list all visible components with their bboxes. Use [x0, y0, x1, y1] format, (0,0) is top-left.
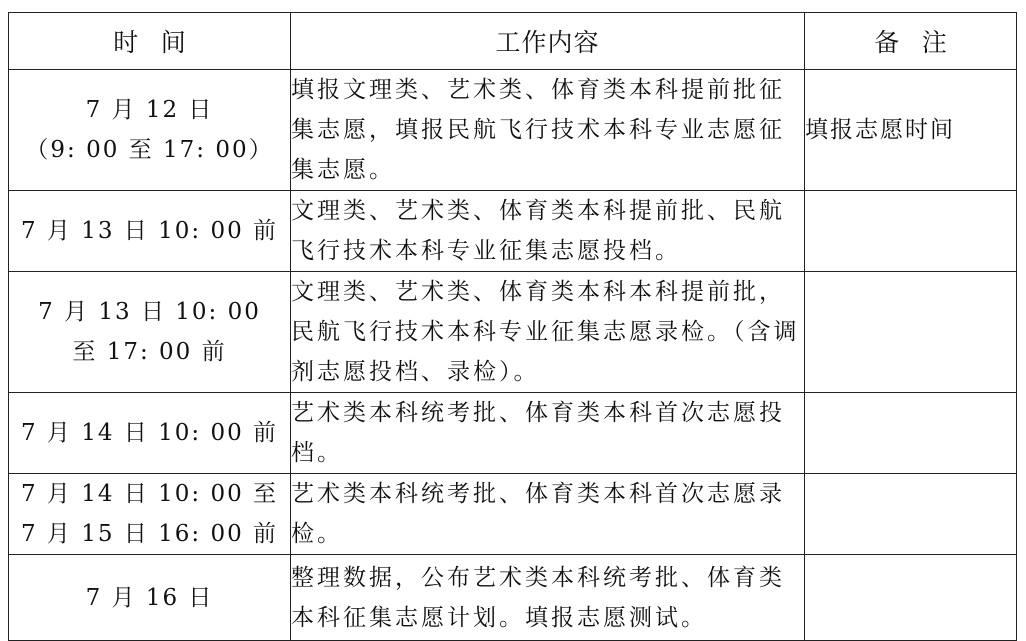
time-line: 7 月 13 日 10: 00 前 — [20, 218, 279, 244]
note-cell — [805, 474, 1017, 555]
note-cell — [805, 272, 1017, 393]
work-content-cell: 文理类、艺术类、体育类本科本科提前批，民航飞行技术本科专业征集志愿录检。（含调剂志愿投档、录检）。 — [291, 272, 805, 393]
time-line: 7 月 16 日 — [85, 584, 214, 611]
time-cell — [9, 191, 291, 272]
header-note: 备注 — [805, 13, 1017, 70]
time-cell — [9, 393, 291, 474]
note-cell: 填报志愿时间 — [805, 70, 1017, 191]
work-content-cell: 填报文理类、艺术类、体育类本科提前批征集志愿，填报民航飞行技术本科专业志愿征集志愿。 — [291, 70, 805, 191]
table-row — [9, 191, 1017, 272]
table-row — [9, 555, 1017, 641]
work-content-cell: 艺术类本科统考批、体育类本科首次志愿录检。 — [291, 474, 805, 555]
header-work-content: 工作内容 — [291, 13, 805, 70]
table-row — [9, 272, 1017, 393]
work-content-cell: 艺术类本科统考批、体育类本科首次志愿投档。 — [291, 393, 805, 474]
header-row — [9, 13, 1017, 70]
header-time: 时间 — [9, 13, 291, 70]
time-line: （9: 00 至 17: 00） — [25, 137, 274, 163]
time-line: 7 月 12 日 — [85, 97, 214, 123]
time-cell — [9, 70, 291, 191]
table-row — [9, 393, 1017, 474]
time-line: 至 17: 00 前 — [72, 339, 227, 365]
table-row — [9, 474, 1017, 555]
time-line: 7 月 14 日 10: 00 前 — [20, 420, 279, 446]
table-row — [9, 70, 1017, 191]
time-cell — [9, 555, 291, 641]
schedule-table — [8, 12, 1017, 641]
time-cell — [9, 272, 291, 393]
work-content-cell: 整理数据，公布艺术类本科统考批、体育类本科征集志愿计划。填报志愿测试。 — [291, 555, 805, 641]
time-line: 7 月 14 日 10: 00 至 — [20, 481, 279, 507]
note-cell — [805, 393, 1017, 474]
note-cell — [805, 555, 1017, 641]
time-line: 7 月 15 日 16: 00 前 — [20, 521, 279, 547]
work-content-cell: 文理类、艺术类、体育类本科提前批、民航飞行技术本科专业征集志愿投档。 — [291, 191, 805, 272]
time-cell — [9, 474, 291, 555]
note-cell — [805, 191, 1017, 272]
time-line: 7 月 13 日 10: 00 — [38, 299, 261, 325]
